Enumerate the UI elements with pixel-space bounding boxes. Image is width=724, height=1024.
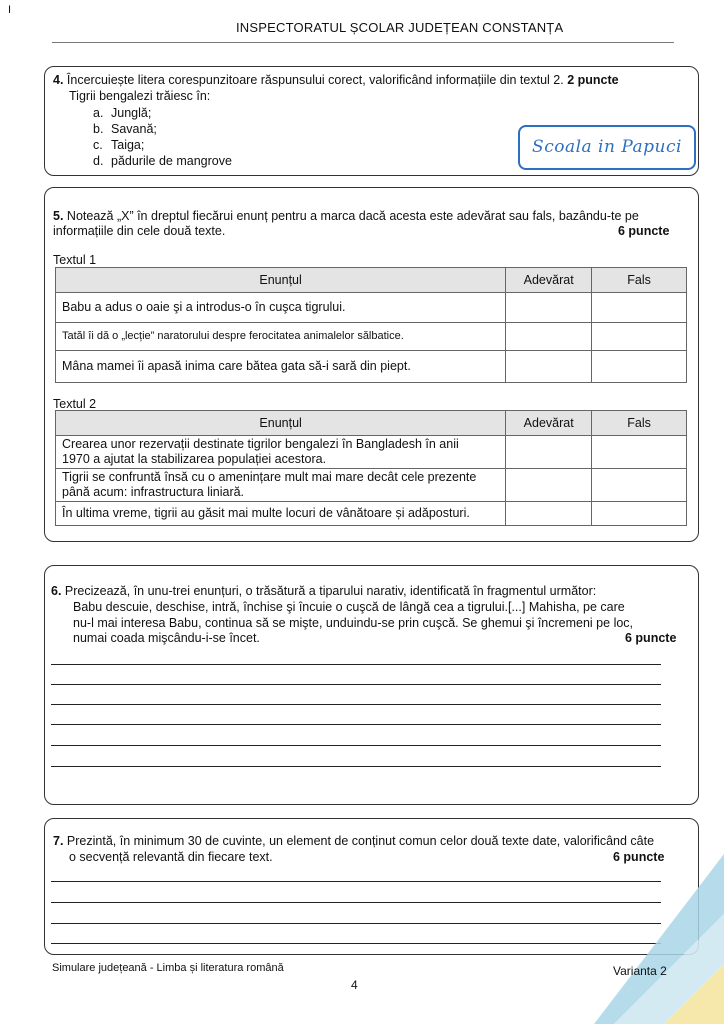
column-true: Adevărat <box>506 411 592 436</box>
statement-line: Crearea unor rezervații destinate tigrilor bengalezi în Bangladesh în anii <box>62 437 459 451</box>
question-6-box <box>44 565 699 805</box>
page-number: 4 <box>351 978 358 992</box>
answer-line[interactable] <box>51 745 661 746</box>
table-row <box>56 293 687 323</box>
scoala-in-papuci-logo <box>518 125 696 170</box>
corner-mark: I <box>8 4 12 16</box>
question-4-stem: Tigrii bengalezi trăiesc în: <box>69 89 211 103</box>
question-7-instruction-line2: o secvență relevantă din fiecare text. <box>69 850 273 864</box>
question-5-box <box>44 187 699 542</box>
question-4-options <box>93 105 232 169</box>
answer-line[interactable] <box>51 724 661 725</box>
true-answer-cell[interactable] <box>506 436 592 469</box>
option-letter: b. <box>93 122 104 136</box>
question-5-number: 5. <box>53 209 64 223</box>
question-5-instruction-line2: informațiile din cele două texte. <box>53 224 226 238</box>
text1-table <box>55 267 687 383</box>
question-5-points: 6 puncte <box>618 224 670 238</box>
answer-line[interactable] <box>51 923 661 924</box>
statement-cell: Tatăl îi dă o „lecție” naratorului despre ferocitatea animalelor sălbatice. <box>56 323 506 351</box>
option-text: Taiga; <box>111 138 145 152</box>
answer-line[interactable] <box>51 664 661 665</box>
question-6-points: 6 puncte <box>625 631 677 645</box>
column-false: Fals <box>592 411 687 436</box>
option-text: Savană; <box>111 122 157 136</box>
column-statement: Enunțul <box>56 411 506 436</box>
footer-variant: Varianta 2 <box>613 964 667 978</box>
statement-line: Tigrii se confruntă însă cu o amenințare mult mai mare decât cele prezente <box>62 470 477 484</box>
statement-line: 1970 a ajutat la stabilizarea populației acestora. <box>62 452 327 466</box>
statement-cell <box>56 469 506 502</box>
text2-table <box>55 410 687 526</box>
true-answer-cell[interactable] <box>506 293 592 323</box>
question-6-number: 6. <box>51 584 62 598</box>
question-4-number: 4. <box>53 73 64 87</box>
statement-cell: Babu a adus o oaie şi a introdus-o în cuşca tigrului. <box>56 293 506 323</box>
table-row <box>56 351 687 383</box>
logo-text: Scoala in Papuci <box>532 137 682 157</box>
true-answer-cell[interactable] <box>506 323 592 351</box>
question-4-instruction: Încercuiește litera corespunzitoare răspunsului corect, valorificând informațiile din textul 2. <box>66 73 564 87</box>
footer-exam-title: Simulare județeană - Limba și literatura română <box>52 962 284 974</box>
option-letter: a. <box>93 106 104 120</box>
false-answer-cell[interactable] <box>592 293 687 323</box>
true-answer-cell[interactable] <box>506 469 592 502</box>
question-6-instruction-line <box>51 583 596 599</box>
question-7-points: 6 puncte <box>613 850 665 864</box>
question-7-instruction-line1 <box>53 833 654 849</box>
table-row <box>56 323 687 351</box>
text1-label: Textul 1 <box>53 253 97 267</box>
header-rule <box>52 42 674 43</box>
question-7-instruction: Prezintă, în minimum 30 de cuvinte, un element de conținut comun celor două texte date, valorificând câte <box>66 834 655 848</box>
option-text: Junglă; <box>111 106 152 120</box>
option-b[interactable] <box>93 121 232 137</box>
option-d[interactable] <box>93 153 232 169</box>
question-4-instruction-line <box>53 72 619 88</box>
answer-line[interactable] <box>51 766 661 767</box>
question-5-instruction: Notează „X” în dreptul fiecărui enunț pentru a marca dacă acesta este adevărat sau fals, bazându-te pe <box>66 209 639 223</box>
false-answer-cell[interactable] <box>592 502 687 526</box>
table-row <box>56 502 687 526</box>
statement-cell: Mâna mamei îi apasă inima care bătea gata să-i sară din piept. <box>56 351 506 383</box>
question-4-points: 2 puncte <box>567 73 619 87</box>
question-6-fragment-line3: numai coada mişcându-i-se încet. <box>73 631 260 645</box>
question-6-fragment-line1: Babu descuie, deschise, intră, închise şi încuie o cuşcă de lângă cea a tigrului.[...] Mahisha, pe care <box>73 600 625 614</box>
false-answer-cell[interactable] <box>592 469 687 502</box>
question-7-number: 7. <box>53 834 64 848</box>
column-false: Fals <box>592 268 687 293</box>
column-statement: Enunțul <box>56 268 506 293</box>
text2-label: Textul 2 <box>53 397 97 411</box>
answer-line[interactable] <box>51 881 661 882</box>
statement-cell <box>56 436 506 469</box>
option-letter: c. <box>93 138 103 152</box>
question-5-instruction-line1 <box>53 208 639 224</box>
option-text: pădurile de mangrove <box>111 154 232 168</box>
column-true: Adevărat <box>506 268 592 293</box>
answer-line[interactable] <box>51 902 661 903</box>
answer-line[interactable] <box>51 684 661 685</box>
false-answer-cell[interactable] <box>592 436 687 469</box>
false-answer-cell[interactable] <box>592 323 687 351</box>
true-answer-cell[interactable] <box>506 502 592 526</box>
option-a[interactable] <box>93 105 232 121</box>
true-answer-cell[interactable] <box>506 351 592 383</box>
statement-line: până acum: infrastructura liniară. <box>62 485 245 499</box>
page-header-title: INSPECTORATUL ȘCOLAR JUDEȚEAN CONSTANȚA <box>236 20 564 35</box>
option-letter: d. <box>93 154 104 168</box>
table-row <box>56 436 687 469</box>
decorative-corner-graphic <box>594 854 724 1024</box>
answer-line[interactable] <box>51 704 661 705</box>
option-c[interactable] <box>93 137 232 153</box>
question-6-fragment-line2: nu-l mai interesa Babu, continua să se mişte, unduindu-se prin cuşcă. Se ghemui şi încremeni pe loc, <box>73 616 634 630</box>
question-6-instruction: Precizează, în unu-trei enunțuri, o trăsătură a tiparului narativ, identificată în fragmentul următor: <box>64 584 597 598</box>
false-answer-cell[interactable] <box>592 351 687 383</box>
table-row <box>56 469 687 502</box>
answer-line[interactable] <box>51 943 661 944</box>
statement-cell: În ultima vreme, tigrii au găsit mai multe locuri de vânătoare și adăposturi. <box>56 502 506 526</box>
